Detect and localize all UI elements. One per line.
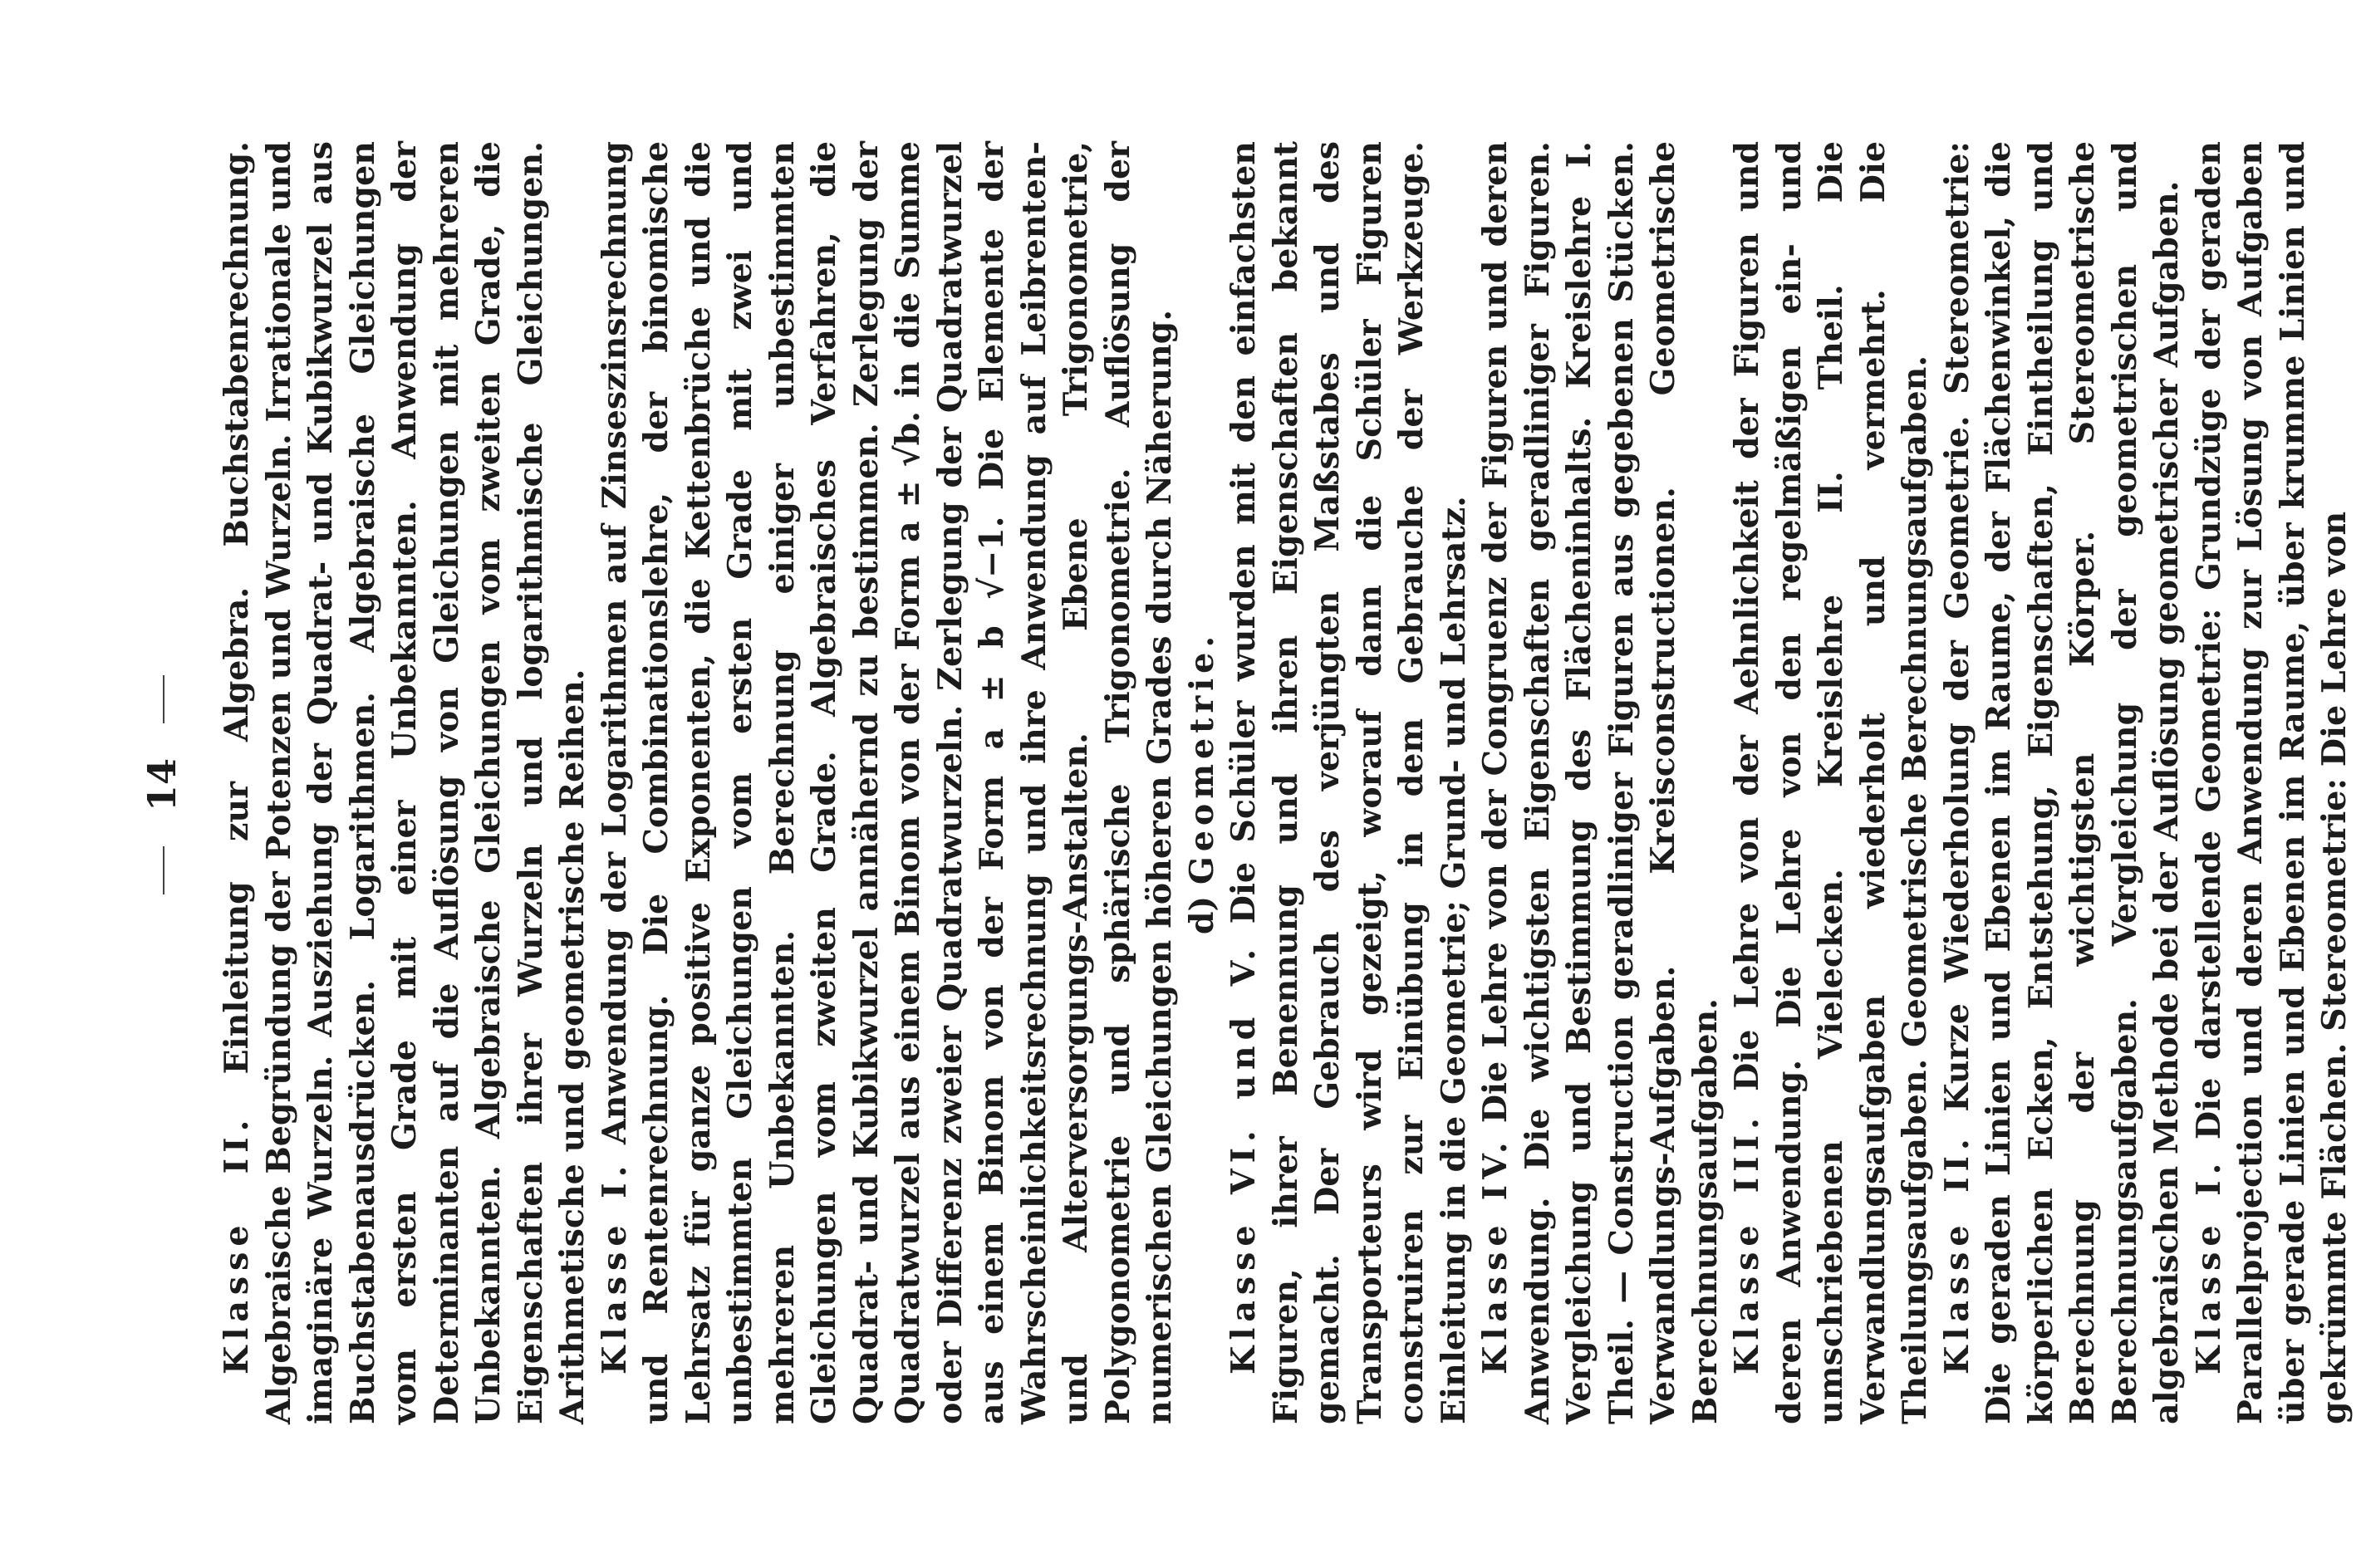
klasse-label: Klasse I. (2189, 1157, 2228, 1374)
page-number: 14 (140, 758, 184, 812)
paragraph-algebra-klasse-2 (216, 141, 594, 1424)
section-heading-geometrie (1181, 141, 1224, 1424)
klasse-label: Klasse VI. und V. (1225, 943, 1263, 1374)
header-rule-right (163, 675, 164, 723)
klasse-label: Klasse IV. (1476, 1136, 1514, 1374)
page-header (137, 79, 195, 1491)
scanned-page (91, 79, 2354, 1491)
paragraph-text: Einleitung zur Algebra. Buchstabenrechnung. Algebraische Begründung der Potenzen und Wurzeln. Irrationale und imaginäre Wurzeln. Ausziehung der Quadrat- und Kubikwurzel aus Buchstabenausdrücken. Logarithmen. Algebraische Gleichungen vom ersten Grade mit einer Unbekannten. Anwendung der Determinanten auf die Auflösung von Gleichungen mit mehreren Unbekannten. Algebraische Gleichungen vom zweiten Grade, die Eigenschaften ihrer Wurzeln und logarithmische Gleichungen. Arithmetische und geometrische Reihen. (218, 140, 591, 1424)
klasse-label: Klasse III. (1728, 1112, 1766, 1374)
paragraph-text: Die darstellende Geometrie: Grundzüge der geraden Parallelprojection und deren Anwendung zur Lösung von Aufgaben über gerade Linien und Ebenen im Raume, über krumme Linien und gekrümmte Flächen. Stereometrie: Die Lehre von (2189, 141, 2354, 1424)
paragraph-text: Kurze Wiederholung der Geometrie. Stereometrie: Die geraden Linien und Ebenen im Raume, der Flächenwinkel, die körperlichen Ecken, Entstehung, Eigenschaften, Eintheilung und Berechnung der wichtigsten Körper. Stereometrische Berechnungsaufgaben. Vergleichung der geometrischen und algebraischen Methode bei der Auflösung geometrischer Aufgaben. (1937, 141, 2186, 1424)
paragraph-text: Die Lehre von der Aehnlichkeit der Figuren und deren Anwendung. Die Lehre von den regelmäßigen ein- und umschriebenen Vielecken. Kreislehre II. Theil. Die Verwandlungsaufgaben wiederholt und vermehrt. Die Theilungsaufgaben. Geometrische Berechnungsaufgaben. (1728, 141, 1934, 1424)
paragraph-text: Anwendung der Logarithmen auf Zinseszinsrechnung und Rentenrechnung. Die Combinationslehre, der binomische Lehrsatz für ganze positive Exponenten, die Kettenbrüche und die unbestimmten Gleichungen vom ersten Grade mit zwei und mehreren Unbekannten. Berechnung einiger unbestimmten Gleichungen vom zweiten Grade. Algebraisches Verfahren, die Quadrat- und Kubikwurzel annähernd zu bestimmen. Zerlegung der Quadratwurzel aus einem Binom von der Form a ± √b. in die Summe oder Differenz zweier Quadratwurzeln. Zerlegung der Quadratwurzel aus einem Binom von der Form a ± b √−1. Die Elemente der Wahrscheinlichkeitsrechnung und ihre Anwendung auf Leibrenten- und Alterversorgungs-Anstalten. Ebene Trigonometrie, Polygonometrie und sphärische Trigonometrie. Auflösung der numerischen Gleichungen höheren Grades durch Näherung. (595, 141, 1179, 1424)
section-letter: d) (1182, 895, 1221, 935)
paragraph-geometrie-klasse-4 (1475, 141, 1726, 1424)
section-title: Geometrie. (1182, 630, 1221, 885)
klasse-label: Klasse II. (1937, 1133, 1976, 1374)
paragraph-geometrie-klasse-2 (1936, 141, 2188, 1424)
paragraph-geometrie-klasse-3 (1726, 141, 1936, 1424)
klasse-label: Klasse I. (595, 1159, 634, 1374)
paragraph-geometrie-klasse-6-5 (1223, 141, 1475, 1424)
paragraph-algebra-klasse-1 (594, 141, 1181, 1424)
klasse-label: Klasse II. (218, 1114, 256, 1374)
paragraph-geometrie-klasse-1 (2188, 141, 2356, 1424)
paragraph-text: Die Lehre von der Congruenz der Figuren und deren Anwendung. Die wichtigsten Eigenschaften geradliniger Figuren. Vergleichung und Bestimmung des Flächeninhalts. Kreislehre I. Theil. — Construction geradliniger Figuren aus gegebenen Stücken. Verwandlungs-Aufgaben. Kreisconstructionen. Geometrische Berechnungsaufgaben. (1476, 141, 1725, 1424)
paragraph-text: Die Schüler wurden mit den einfachsten Figuren, ihrer Benennung und ihren Eigenschaften bekannt gemacht. Der Gebrauch des verjüngten Maßstabes und des Transporteurs wird gezeigt, worauf dann die Schüler Figuren construiren zur Einübung in dem Gebrauche der Werkzeuge. Einleitung in die Geometrie; Grund- und Lehrsatz. (1225, 141, 1473, 1424)
page-body (216, 141, 2356, 1424)
